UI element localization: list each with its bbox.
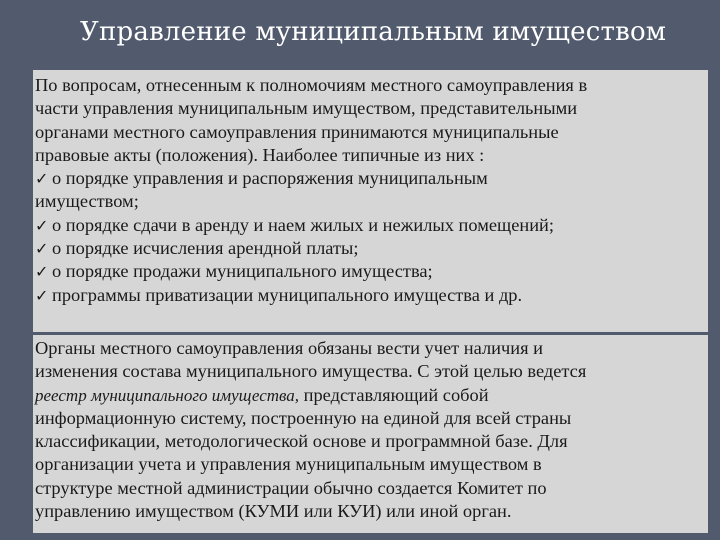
- checkmark-icon: ✓: [35, 262, 49, 282]
- paragraph-line: структуре местной администрации обычно создается Комитет по: [35, 477, 547, 498]
- list-item-text: о порядке исчисления арендной платы;: [52, 238, 359, 259]
- list-item-continuation: имуществом;: [35, 191, 139, 212]
- paragraph-line: управлению имуществом (КУМИ или КУИ) или иной орган.: [35, 501, 512, 522]
- registry-term: реестр муниципального имущества,: [35, 385, 300, 405]
- slide-title: Управление муниципальным имуществом: [80, 17, 667, 47]
- checkmark-icon: ✓: [35, 215, 49, 235]
- list-item: [33, 284, 708, 307]
- paragraph-line: информационную систему, построенную на единой для всей страны: [35, 407, 572, 428]
- checkmark-icon: ✓: [35, 169, 49, 189]
- list-item-text: программы приватизации муниципального имущества и др.: [52, 284, 523, 305]
- list-item: [33, 260, 708, 283]
- list-item: [33, 214, 708, 237]
- list-item: [33, 167, 708, 190]
- paragraph-line: классификации, методологической основе и программной базе. Для: [35, 431, 568, 452]
- checkmark-icon: ✓: [35, 285, 49, 305]
- paragraph-line: [33, 384, 708, 407]
- paragraph-line: органами местного самоуправления принимаются муниципальные: [35, 121, 559, 142]
- paragraph-text: представляющий собой: [299, 384, 489, 405]
- list-item-text: о порядке продажи муниципального имущества;: [52, 261, 433, 282]
- checkmark-icon: ✓: [35, 239, 49, 259]
- paragraph-line: организации учета и управления муниципальным имуществом в: [35, 454, 542, 475]
- paragraph-line: По вопросам, отнесенным к полномочиям местного самоуправления в: [35, 75, 588, 95]
- paragraph-line: части управления муниципальным имуществом, представительными: [35, 98, 578, 119]
- list-item-text: о порядке управления и распоряжения муниципальным: [52, 168, 488, 189]
- paragraph-line: изменения состава муниципального имущества. С этой целью ведется: [35, 361, 587, 382]
- list-item: [33, 237, 708, 260]
- text-block-regulations: [33, 70, 708, 332]
- paragraph-line: правовые акты (положения). Наиболее типичные из них :: [35, 144, 485, 165]
- text-block-registry: [33, 335, 708, 533]
- list-item-text: о порядке сдачи в аренду и наем жилых и нежилых помещений;: [52, 214, 554, 235]
- paragraph-line: Органы местного самоуправления обязаны вести учет наличия и: [35, 338, 543, 358]
